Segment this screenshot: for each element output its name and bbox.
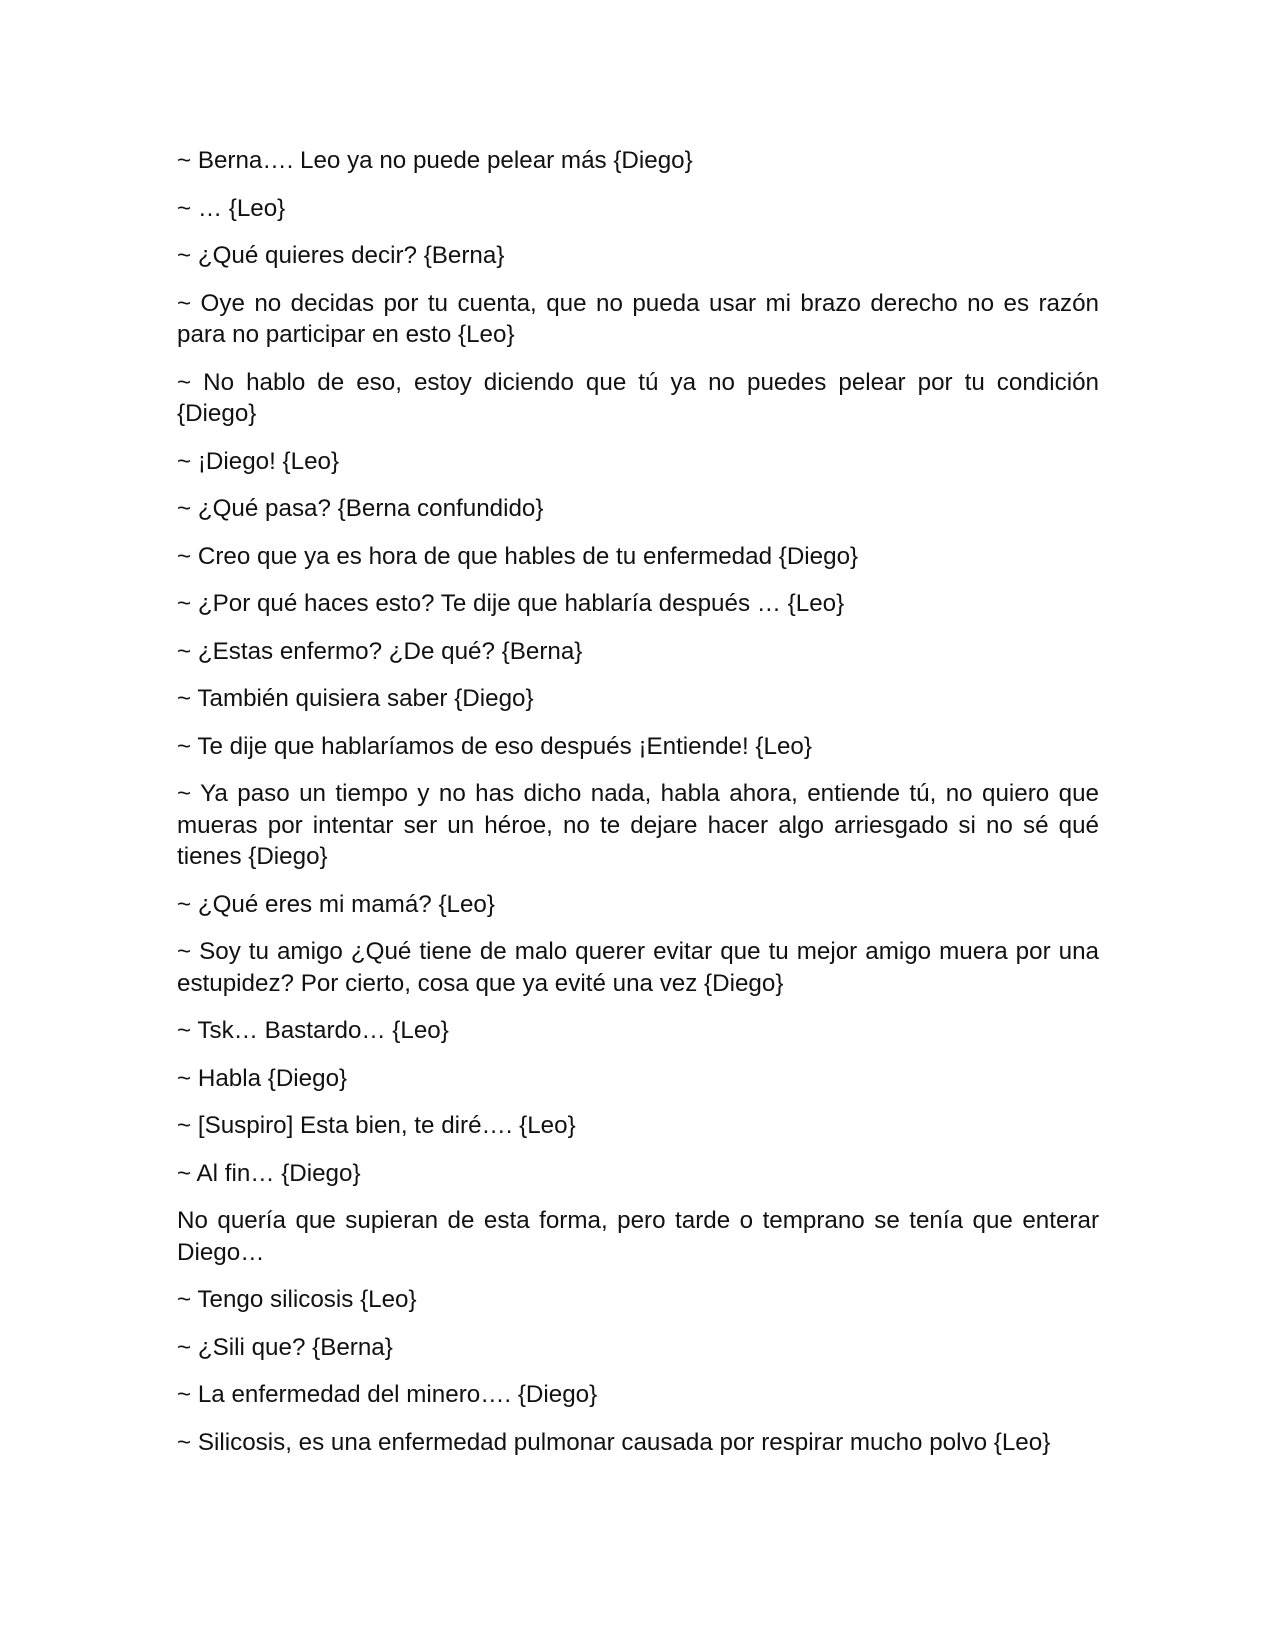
dialogue-line: ~ Tengo silicosis {Leo} [177,1286,417,1313]
dialogue-line: ~ ¿Qué quieres decir? {Berna} [177,242,505,269]
dialogue-line: ~ ¡Diego! {Leo} [177,447,340,475]
narration-paragraph: No quería que supieran de esta forma, pero tarde o temprano se tenía que enterar Diego… [177,1207,1099,1266]
dialogue-line: ~ ¿Estas enfermo? ¿De qué? {Berna} [177,637,583,665]
dialogue-line: ~ Habla {Diego} [177,1064,348,1092]
dialogue-line: ~ Creo que ya es hora de que hables de tu enfermedad {Diego} [177,542,859,570]
dialogue-line: ~ ¿Qué pasa? {Berna confundido} [177,495,544,522]
dialogue-line: ~ Silicosis, es una enfermedad pulmonar causada por respirar mucho polvo {Leo} [177,1428,1051,1456]
document-body [177,145,1099,1474]
dialogue-line: ~ Soy tu amigo ¿Qué tiene de malo querer evitar que tu mejor amigo muera por una estupidez? Por cierto, cosa que ya evité una vez {Diego} [177,938,1099,997]
dialogue-line: ~ ¿Qué eres mi mamá? {Leo} [177,890,495,918]
dialogue-line: ~ Oye no decidas por tu cuenta, que no pueda usar mi brazo derecho no es razón para no participar en esto {Leo} [177,289,1099,348]
dialogue-line: ~ ¿Sili que? {Berna} [177,1333,393,1361]
dialogue-line: ~ [Suspiro] Esta bien, te diré…. {Leo} [177,1112,576,1139]
dialogue-line: ~ Te dije que hablaríamos de eso después ¡Entiende! {Leo} [177,732,812,760]
dialogue-line: ~ ¿Por qué haces esto? Te dije que hablaría después … {Leo} [177,590,845,617]
dialogue-line: ~ Tsk… Bastardo… {Leo} [177,1017,449,1044]
dialogue-line: ~ Ya paso un tiempo y no has dicho nada, habla ahora, entiende tú, no quiero que mueras por intentar ser un héroe, no te dejare hacer algo arriesgado si no sé qué tienes {Diego} [177,780,1099,870]
dialogue-line: ~ La enfermedad del minero…. {Diego} [177,1381,598,1408]
dialogue-line: ~ También quisiera saber {Diego} [177,685,534,712]
dialogue-line: ~ Al fin… {Diego} [177,1159,361,1187]
dialogue-line: ~ … {Leo} [177,194,286,222]
dialogue-line: ~ No hablo de eso, estoy diciendo que tú ya no puedes pelear por tu condición {Diego} [177,368,1099,427]
dialogue-line: ~ Berna…. Leo ya no puede pelear más {Diego} [177,147,693,174]
